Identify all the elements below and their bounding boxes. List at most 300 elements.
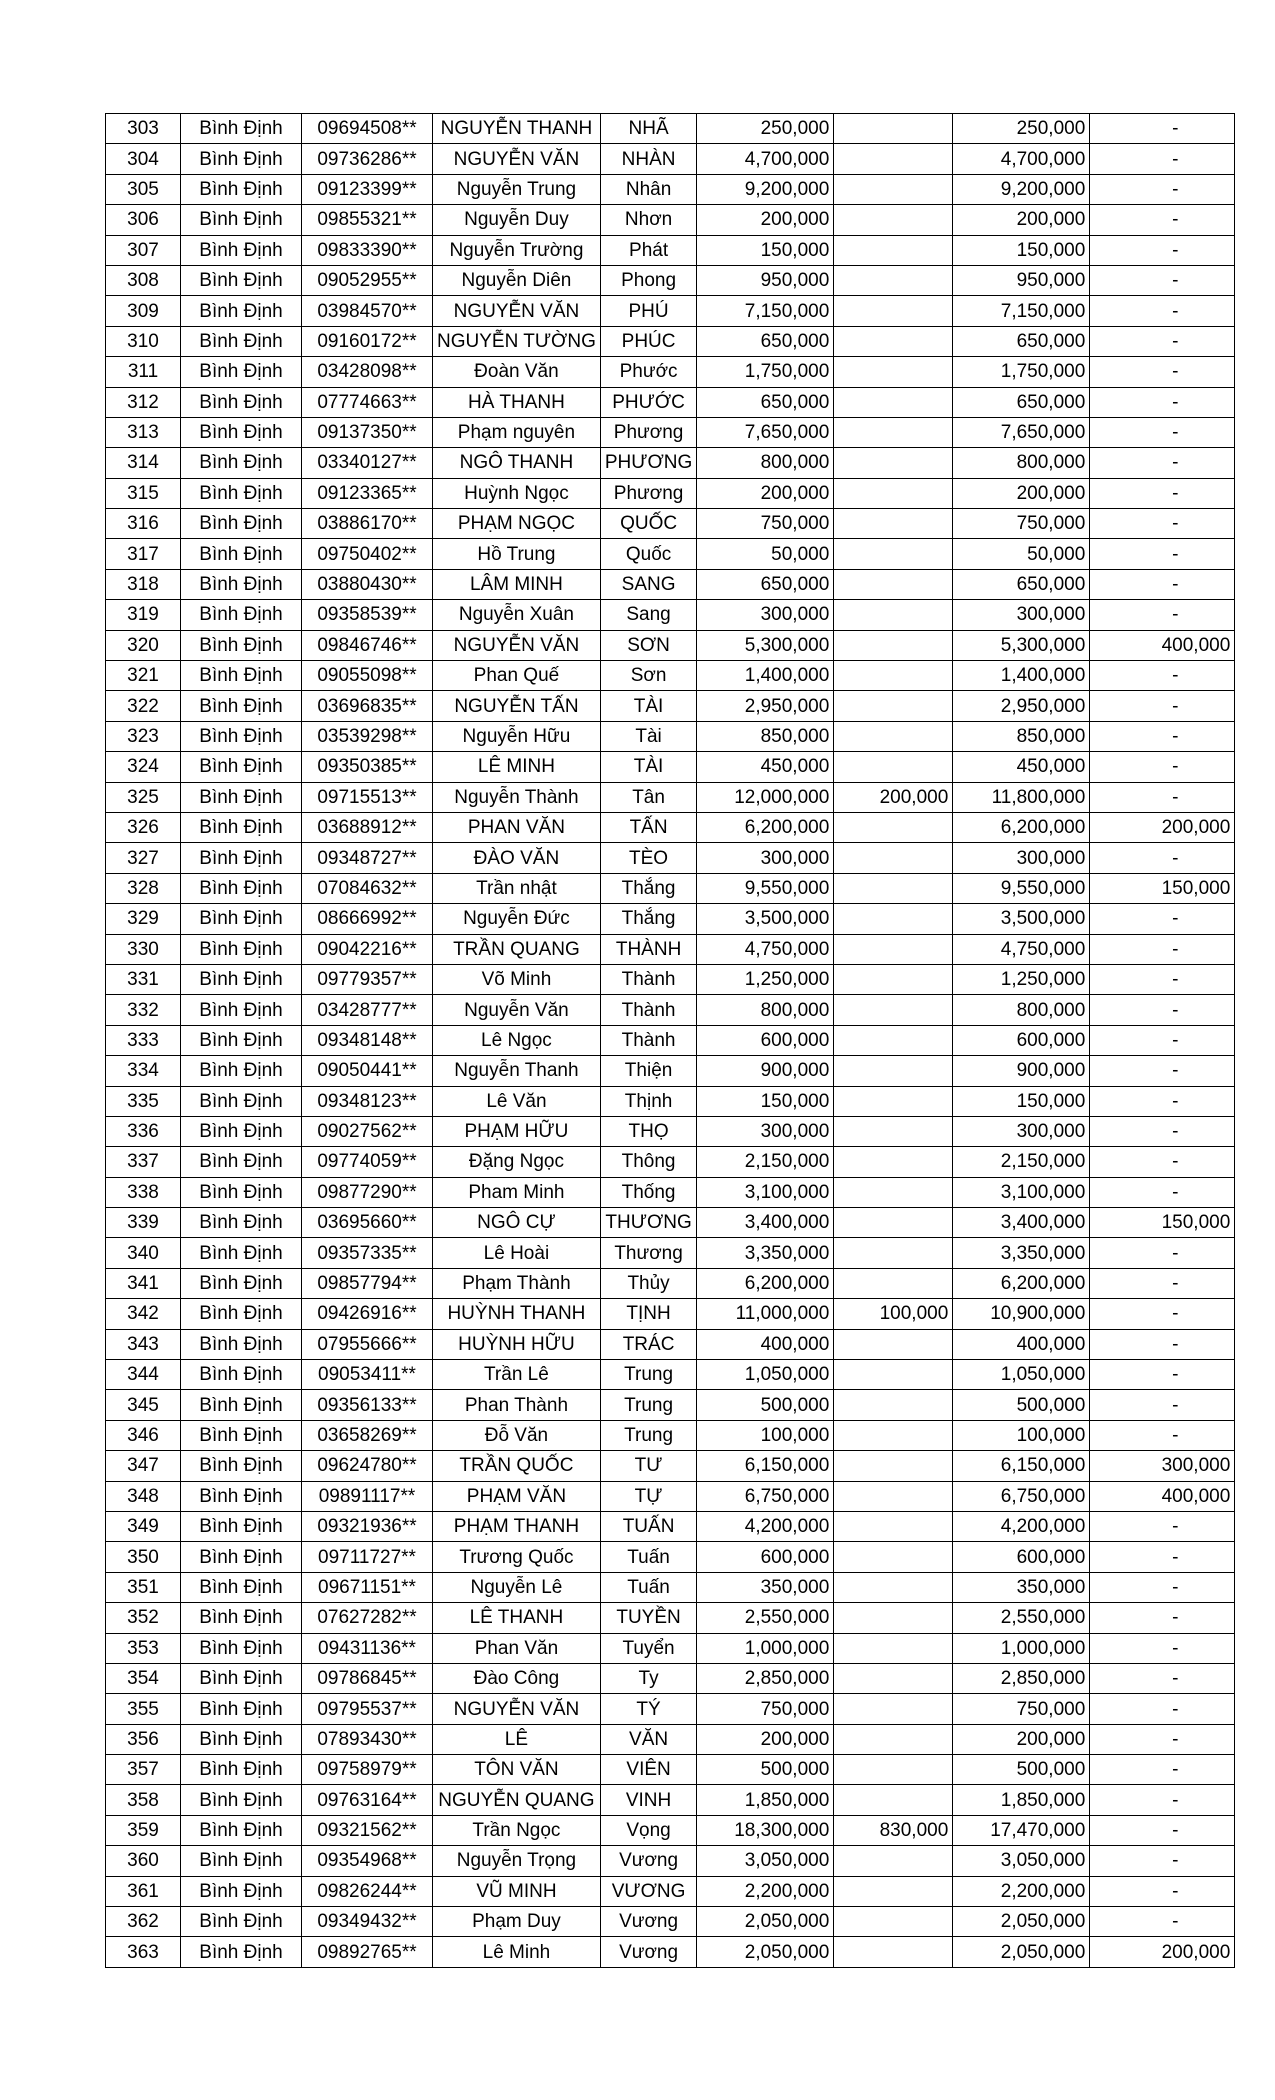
amount-cell: 5,300,000	[697, 630, 834, 660]
given-name-cell: Thông	[600, 1147, 696, 1177]
row-number-cell: 362	[106, 1907, 181, 1937]
row-number-cell: 304	[106, 144, 181, 174]
phone-number-cell: 09857794**	[302, 1268, 433, 1298]
extra-amount-cell: -	[1090, 205, 1235, 235]
extra-amount-cell: -	[1090, 661, 1235, 691]
family-name-cell: NGUYỄN TẤN	[433, 691, 601, 721]
extra-amount-cell: -	[1090, 1086, 1235, 1116]
phone-number-cell: 09786845**	[302, 1663, 433, 1693]
phone-number-cell: 09053411**	[302, 1360, 433, 1390]
given-name-cell: NHÃ	[600, 114, 696, 144]
given-name-cell: Thành	[600, 964, 696, 994]
amount-cell: 650,000	[697, 569, 834, 599]
donation-table	[105, 113, 1235, 1968]
given-name-cell: Quốc	[600, 539, 696, 569]
family-name-cell: NGÔ CỰ	[433, 1208, 601, 1238]
deduction-cell	[834, 1025, 953, 1055]
deduction-cell: 200,000	[834, 782, 953, 812]
phone-number-cell: 09052955**	[302, 265, 433, 295]
deduction-cell	[834, 1633, 953, 1663]
family-name-cell: NGUYỄN VĂN	[433, 1694, 601, 1724]
amount-cell: 600,000	[697, 1542, 834, 1572]
extra-amount-cell: -	[1090, 387, 1235, 417]
deduction-cell	[834, 569, 953, 599]
phone-number-cell: 03695660**	[302, 1208, 433, 1238]
province-cell: Bình Định	[181, 1268, 302, 1298]
deduction-cell	[834, 904, 953, 934]
net-amount-cell: 3,050,000	[953, 1846, 1090, 1876]
net-amount-cell: 7,150,000	[953, 296, 1090, 326]
given-name-cell: PHƯỚC	[600, 387, 696, 417]
province-cell: Bình Định	[181, 1390, 302, 1420]
row-number-cell: 355	[106, 1694, 181, 1724]
row-number-cell: 312	[106, 387, 181, 417]
extra-amount-cell: -	[1090, 1420, 1235, 1450]
table-row	[106, 1056, 1235, 1086]
net-amount-cell: 150,000	[953, 235, 1090, 265]
net-amount-cell: 9,200,000	[953, 174, 1090, 204]
table-row	[106, 934, 1235, 964]
table-row	[106, 1299, 1235, 1329]
deduction-cell	[834, 509, 953, 539]
province-cell: Bình Định	[181, 1815, 302, 1845]
amount-cell: 4,700,000	[697, 144, 834, 174]
family-name-cell: Phan Quế	[433, 661, 601, 691]
row-number-cell: 363	[106, 1937, 181, 1967]
table-row	[106, 1542, 1235, 1572]
extra-amount-cell: 200,000	[1090, 812, 1235, 842]
family-name-cell: Trần Ngọc	[433, 1815, 601, 1845]
given-name-cell: Thương	[600, 1238, 696, 1268]
phone-number-cell: 09624780**	[302, 1451, 433, 1481]
row-number-cell: 348	[106, 1481, 181, 1511]
amount-cell: 9,200,000	[697, 174, 834, 204]
amount-cell: 2,050,000	[697, 1937, 834, 1967]
phone-number-cell: 09877290**	[302, 1177, 433, 1207]
row-number-cell: 307	[106, 235, 181, 265]
table-row	[106, 600, 1235, 630]
net-amount-cell: 2,050,000	[953, 1907, 1090, 1937]
province-cell: Bình Định	[181, 630, 302, 660]
province-cell: Bình Định	[181, 1542, 302, 1572]
phone-number-cell: 09711727**	[302, 1542, 433, 1572]
row-number-cell: 315	[106, 478, 181, 508]
family-name-cell: NGUYỄN THANH	[433, 114, 601, 144]
amount-cell: 2,200,000	[697, 1876, 834, 1906]
extra-amount-cell: -	[1090, 1542, 1235, 1572]
table-row	[106, 691, 1235, 721]
deduction-cell	[834, 630, 953, 660]
extra-amount-cell: -	[1090, 1177, 1235, 1207]
given-name-cell: Sơn	[600, 661, 696, 691]
row-number-cell: 319	[106, 600, 181, 630]
given-name-cell: TÝ	[600, 1694, 696, 1724]
province-cell: Bình Định	[181, 843, 302, 873]
extra-amount-cell: -	[1090, 600, 1235, 630]
amount-cell: 200,000	[697, 478, 834, 508]
amount-cell: 2,850,000	[697, 1663, 834, 1693]
row-number-cell: 352	[106, 1603, 181, 1633]
row-number-cell: 306	[106, 205, 181, 235]
deduction-cell	[834, 114, 953, 144]
row-number-cell: 316	[106, 509, 181, 539]
family-name-cell: Nguyễn Xuân	[433, 600, 601, 630]
extra-amount-cell: -	[1090, 1025, 1235, 1055]
family-name-cell: TRẦN QUANG	[433, 934, 601, 964]
given-name-cell: Sang	[600, 600, 696, 630]
amount-cell: 2,950,000	[697, 691, 834, 721]
row-number-cell: 337	[106, 1147, 181, 1177]
net-amount-cell: 600,000	[953, 1542, 1090, 1572]
net-amount-cell: 50,000	[953, 539, 1090, 569]
phone-number-cell: 09736286**	[302, 144, 433, 174]
net-amount-cell: 1,250,000	[953, 964, 1090, 994]
extra-amount-cell: -	[1090, 1572, 1235, 1602]
given-name-cell: Phước	[600, 357, 696, 387]
net-amount-cell: 900,000	[953, 1056, 1090, 1086]
amount-cell: 150,000	[697, 235, 834, 265]
province-cell: Bình Định	[181, 1694, 302, 1724]
table-row	[106, 1390, 1235, 1420]
deduction-cell	[834, 843, 953, 873]
given-name-cell: Tuấn	[600, 1572, 696, 1602]
amount-cell: 250,000	[697, 114, 834, 144]
net-amount-cell: 300,000	[953, 843, 1090, 873]
amount-cell: 800,000	[697, 448, 834, 478]
given-name-cell: Vương	[600, 1937, 696, 1967]
table-row	[106, 478, 1235, 508]
table-row	[106, 1937, 1235, 1967]
given-name-cell: TỰ	[600, 1481, 696, 1511]
net-amount-cell: 10,900,000	[953, 1299, 1090, 1329]
province-cell: Bình Định	[181, 1238, 302, 1268]
net-amount-cell: 17,470,000	[953, 1815, 1090, 1845]
row-number-cell: 360	[106, 1846, 181, 1876]
amount-cell: 100,000	[697, 1420, 834, 1450]
net-amount-cell: 750,000	[953, 1694, 1090, 1724]
given-name-cell: Thống	[600, 1177, 696, 1207]
province-cell: Bình Định	[181, 904, 302, 934]
net-amount-cell: 2,850,000	[953, 1663, 1090, 1693]
extra-amount-cell: -	[1090, 539, 1235, 569]
table-row	[106, 1360, 1235, 1390]
table-row	[106, 539, 1235, 569]
deduction-cell	[834, 326, 953, 356]
deduction-cell	[834, 1876, 953, 1906]
phone-number-cell: 09349432**	[302, 1907, 433, 1937]
phone-number-cell: 09357335**	[302, 1238, 433, 1268]
province-cell: Bình Định	[181, 1785, 302, 1815]
family-name-cell: PHẠM HỮU	[433, 1116, 601, 1146]
table-row	[106, 661, 1235, 691]
family-name-cell: Phan Thành	[433, 1390, 601, 1420]
province-cell: Bình Định	[181, 600, 302, 630]
given-name-cell: Tài	[600, 721, 696, 751]
row-number-cell: 356	[106, 1724, 181, 1754]
family-name-cell: Nguyễn Duy	[433, 205, 601, 235]
given-name-cell: SƠN	[600, 630, 696, 660]
extra-amount-cell: -	[1090, 326, 1235, 356]
given-name-cell: Phương	[600, 417, 696, 447]
province-cell: Bình Định	[181, 964, 302, 994]
table-row	[106, 964, 1235, 994]
amount-cell: 7,650,000	[697, 417, 834, 447]
family-name-cell: Trương Quốc	[433, 1542, 601, 1572]
extra-amount-cell: -	[1090, 1663, 1235, 1693]
net-amount-cell: 1,000,000	[953, 1633, 1090, 1663]
given-name-cell: PHÚ	[600, 296, 696, 326]
amount-cell: 1,850,000	[697, 1785, 834, 1815]
family-name-cell: Nguyễn Trung	[433, 174, 601, 204]
table-row	[106, 1572, 1235, 1602]
deduction-cell	[834, 1056, 953, 1086]
deduction-cell	[834, 1116, 953, 1146]
extra-amount-cell: -	[1090, 235, 1235, 265]
table-row	[106, 1907, 1235, 1937]
row-number-cell: 303	[106, 114, 181, 144]
given-name-cell: Phong	[600, 265, 696, 295]
table-row	[106, 1268, 1235, 1298]
province-cell: Bình Định	[181, 1177, 302, 1207]
net-amount-cell: 150,000	[953, 1086, 1090, 1116]
family-name-cell: Lê Văn	[433, 1086, 601, 1116]
deduction-cell	[834, 1329, 953, 1359]
phone-number-cell: 09833390**	[302, 235, 433, 265]
phone-number-cell: 09358539**	[302, 600, 433, 630]
row-number-cell: 358	[106, 1785, 181, 1815]
province-cell: Bình Định	[181, 1147, 302, 1177]
given-name-cell: Thắng	[600, 873, 696, 903]
given-name-cell: Thành	[600, 1025, 696, 1055]
extra-amount-cell: -	[1090, 1907, 1235, 1937]
extra-amount-cell: -	[1090, 752, 1235, 782]
extra-amount-cell: -	[1090, 1511, 1235, 1541]
province-cell: Bình Định	[181, 721, 302, 751]
amount-cell: 3,050,000	[697, 1846, 834, 1876]
extra-amount-cell: -	[1090, 144, 1235, 174]
deduction-cell	[834, 265, 953, 295]
given-name-cell: VIÊN	[600, 1755, 696, 1785]
extra-amount-cell: -	[1090, 1329, 1235, 1359]
table-row	[106, 1025, 1235, 1055]
deduction-cell	[834, 1360, 953, 1390]
family-name-cell: PHAN VĂN	[433, 812, 601, 842]
amount-cell: 200,000	[697, 1724, 834, 1754]
province-cell: Bình Định	[181, 539, 302, 569]
amount-cell: 450,000	[697, 752, 834, 782]
given-name-cell: PHƯƠNG	[600, 448, 696, 478]
deduction-cell	[834, 387, 953, 417]
row-number-cell: 334	[106, 1056, 181, 1086]
row-number-cell: 343	[106, 1329, 181, 1359]
phone-number-cell: 09826244**	[302, 1876, 433, 1906]
amount-cell: 750,000	[697, 509, 834, 539]
net-amount-cell: 6,200,000	[953, 1268, 1090, 1298]
province-cell: Bình Định	[181, 174, 302, 204]
extra-amount-cell: -	[1090, 964, 1235, 994]
deduction-cell	[834, 1268, 953, 1298]
amount-cell: 2,150,000	[697, 1147, 834, 1177]
given-name-cell: THÀNH	[600, 934, 696, 964]
row-number-cell: 353	[106, 1633, 181, 1663]
phone-number-cell: 09891117**	[302, 1481, 433, 1511]
amount-cell: 2,550,000	[697, 1603, 834, 1633]
amount-cell: 1,050,000	[697, 1360, 834, 1390]
extra-amount-cell: -	[1090, 1238, 1235, 1268]
province-cell: Bình Định	[181, 1937, 302, 1967]
extra-amount-cell: -	[1090, 691, 1235, 721]
phone-number-cell: 09348148**	[302, 1025, 433, 1055]
net-amount-cell: 950,000	[953, 265, 1090, 295]
phone-number-cell: 09123365**	[302, 478, 433, 508]
family-name-cell: Phạm Thành	[433, 1268, 601, 1298]
table-row	[106, 1329, 1235, 1359]
extra-amount-cell: -	[1090, 1390, 1235, 1420]
province-cell: Bình Định	[181, 114, 302, 144]
table-row	[106, 265, 1235, 295]
row-number-cell: 326	[106, 812, 181, 842]
phone-number-cell: 03428098**	[302, 357, 433, 387]
family-name-cell: NGUYỄN VĂN	[433, 630, 601, 660]
province-cell: Bình Định	[181, 1329, 302, 1359]
deduction-cell	[834, 448, 953, 478]
province-cell: Bình Định	[181, 1724, 302, 1754]
given-name-cell: Nhơn	[600, 205, 696, 235]
amount-cell: 400,000	[697, 1329, 834, 1359]
province-cell: Bình Định	[181, 1420, 302, 1450]
row-number-cell: 321	[106, 661, 181, 691]
phone-number-cell: 08666992**	[302, 904, 433, 934]
net-amount-cell: 3,350,000	[953, 1238, 1090, 1268]
family-name-cell: PHẠM VĂN	[433, 1481, 601, 1511]
family-name-cell: Nguyễn Lê	[433, 1572, 601, 1602]
amount-cell: 300,000	[697, 843, 834, 873]
amount-cell: 750,000	[697, 1694, 834, 1724]
province-cell: Bình Định	[181, 1876, 302, 1906]
family-name-cell: HUỲNH THANH	[433, 1299, 601, 1329]
given-name-cell: VINH	[600, 1785, 696, 1815]
table-row	[106, 417, 1235, 447]
amount-cell: 6,750,000	[697, 1481, 834, 1511]
given-name-cell: TƯ	[600, 1451, 696, 1481]
deduction-cell	[834, 1208, 953, 1238]
family-name-cell: Nguyễn Thành	[433, 782, 601, 812]
row-number-cell: 344	[106, 1360, 181, 1390]
province-cell: Bình Định	[181, 1451, 302, 1481]
phone-number-cell: 09774059**	[302, 1147, 433, 1177]
given-name-cell: Thủy	[600, 1268, 696, 1298]
phone-number-cell: 09715513**	[302, 782, 433, 812]
deduction-cell	[834, 1086, 953, 1116]
extra-amount-cell: -	[1090, 721, 1235, 751]
amount-cell: 300,000	[697, 600, 834, 630]
table-row	[106, 1694, 1235, 1724]
phone-number-cell: 09431136**	[302, 1633, 433, 1663]
deduction-cell	[834, 1451, 953, 1481]
province-cell: Bình Định	[181, 1511, 302, 1541]
given-name-cell: Trung	[600, 1360, 696, 1390]
given-name-cell: TUYỀN	[600, 1603, 696, 1633]
amount-cell: 950,000	[697, 265, 834, 295]
phone-number-cell: 09055098**	[302, 661, 433, 691]
deduction-cell	[834, 964, 953, 994]
given-name-cell: TUẤN	[600, 1511, 696, 1541]
deduction-cell	[834, 205, 953, 235]
row-number-cell: 320	[106, 630, 181, 660]
table-row	[106, 114, 1235, 144]
table-row	[106, 1116, 1235, 1146]
extra-amount-cell: -	[1090, 569, 1235, 599]
net-amount-cell: 2,550,000	[953, 1603, 1090, 1633]
amount-cell: 900,000	[697, 1056, 834, 1086]
phone-number-cell: 07774663**	[302, 387, 433, 417]
amount-cell: 3,500,000	[697, 904, 834, 934]
extra-amount-cell: 150,000	[1090, 1208, 1235, 1238]
deduction-cell	[834, 1572, 953, 1602]
given-name-cell: Trung	[600, 1420, 696, 1450]
table-row	[106, 1147, 1235, 1177]
province-cell: Bình Định	[181, 812, 302, 842]
net-amount-cell: 650,000	[953, 569, 1090, 599]
family-name-cell: Pham Minh	[433, 1177, 601, 1207]
province-cell: Bình Định	[181, 265, 302, 295]
amount-cell: 650,000	[697, 326, 834, 356]
amount-cell: 7,150,000	[697, 296, 834, 326]
family-name-cell: Nguyễn Đức	[433, 904, 601, 934]
extra-amount-cell: -	[1090, 509, 1235, 539]
given-name-cell: TỊNH	[600, 1299, 696, 1329]
extra-amount-cell: -	[1090, 357, 1235, 387]
row-number-cell: 309	[106, 296, 181, 326]
given-name-cell: Tuyển	[600, 1633, 696, 1663]
net-amount-cell: 300,000	[953, 600, 1090, 630]
deduction-cell	[834, 1420, 953, 1450]
deduction-cell	[834, 934, 953, 964]
extra-amount-cell: -	[1090, 995, 1235, 1025]
phone-number-cell: 09050441**	[302, 1056, 433, 1086]
extra-amount-cell: -	[1090, 1633, 1235, 1663]
row-number-cell: 329	[106, 904, 181, 934]
given-name-cell: THƯƠNG	[600, 1208, 696, 1238]
row-number-cell: 317	[106, 539, 181, 569]
row-number-cell: 359	[106, 1815, 181, 1845]
given-name-cell: PHÚC	[600, 326, 696, 356]
extra-amount-cell: 150,000	[1090, 873, 1235, 903]
extra-amount-cell: -	[1090, 1694, 1235, 1724]
family-name-cell: NGUYỄN VĂN	[433, 144, 601, 174]
phone-number-cell: 07893430**	[302, 1724, 433, 1754]
given-name-cell: Trung	[600, 1390, 696, 1420]
phone-number-cell: 09350385**	[302, 752, 433, 782]
family-name-cell: NGUYỄN TƯỜNG	[433, 326, 601, 356]
province-cell: Bình Định	[181, 934, 302, 964]
phone-number-cell: 09750402**	[302, 539, 433, 569]
deduction-cell	[834, 752, 953, 782]
given-name-cell: TRÁC	[600, 1329, 696, 1359]
phone-number-cell: 09321562**	[302, 1815, 433, 1845]
table-row	[106, 326, 1235, 356]
extra-amount-cell: -	[1090, 417, 1235, 447]
province-cell: Bình Định	[181, 448, 302, 478]
family-name-cell: VŨ MINH	[433, 1876, 601, 1906]
phone-number-cell: 09137350**	[302, 417, 433, 447]
amount-cell: 600,000	[697, 1025, 834, 1055]
deduction-cell	[834, 600, 953, 630]
net-amount-cell: 3,100,000	[953, 1177, 1090, 1207]
province-cell: Bình Định	[181, 1755, 302, 1785]
phone-number-cell: 09426916**	[302, 1299, 433, 1329]
net-amount-cell: 100,000	[953, 1420, 1090, 1450]
